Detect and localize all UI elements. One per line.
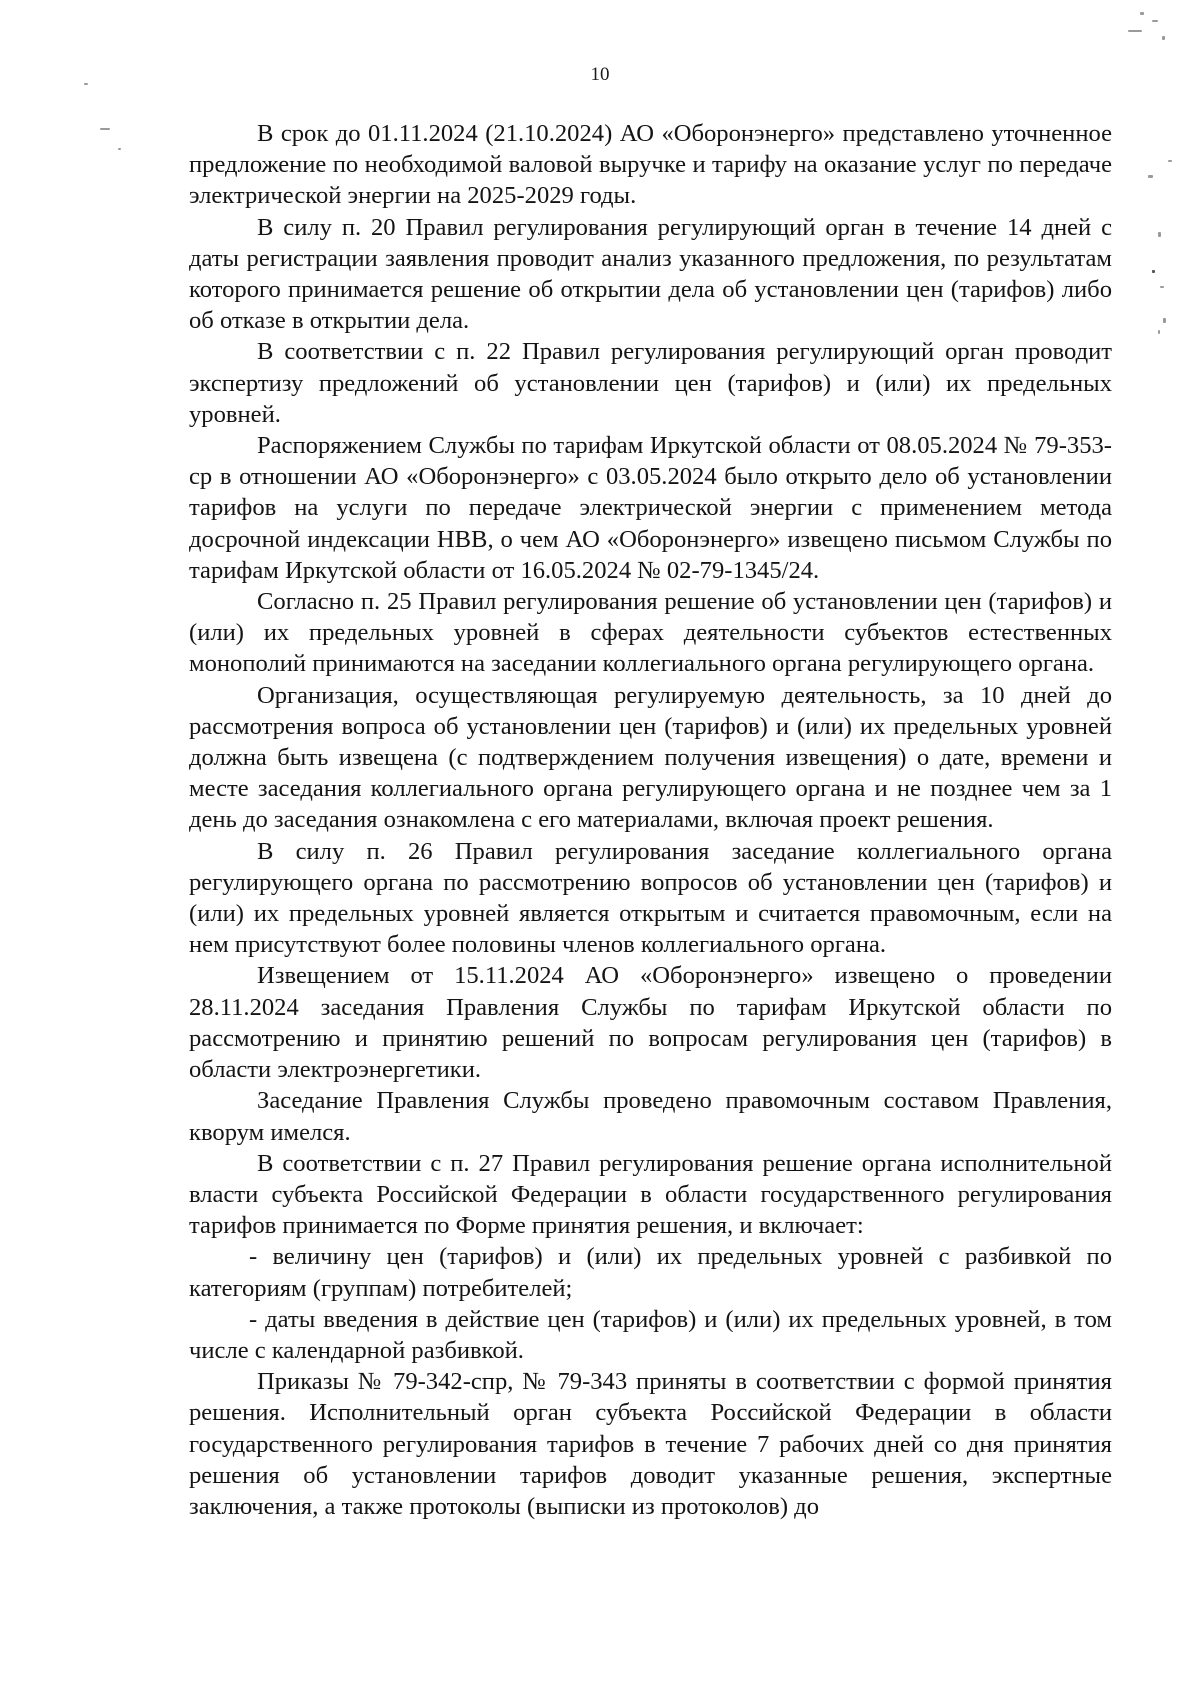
- paragraph: Организация, осуществляющая регулируемую деятельность, за 10 дней до рассмотрения вопроса об установлении цен (тарифов) и (или) их предельных уровней должна быть извещена (с подтверждением получения извещения) о дате, времени и месте заседания коллегиального органа регулирующего органа и не позднее чем за 1 день до заседания ознакомлена с его материалами, включая проект решения.: [189, 681, 1112, 834]
- paragraph: В срок до 01.11.2024 (21.10.2024) АО «Оборонэнерго» представлено уточненное предложение по необходимой валовой выручке и тарифу на оказание услуг по передаче электрической энергии на 2025-2029 годы.: [189, 120, 1112, 210]
- scan-speck: [1128, 30, 1142, 32]
- closing-paragraph: Приказы № 79-342-спр, № 79-343 приняты в соответствии с формой принятия решения. Исполнительный орган субъекта Российской Федерации в области государственного регулирования тарифов в течение 7 рабочих дней со дня принятия решения об установлении тарифов доводит указанные решения, экспертные заключения, а также протоколы (выписки из протоколов) до: [189, 1368, 1112, 1520]
- paragraph: В соответствии с п. 22 Правил регулирования регулирующий орган проводит экспертизу предложений об установлении цен (тарифов) и (или) их предельных уровней.: [189, 338, 1112, 428]
- scan-speck: [1168, 160, 1172, 162]
- scan-speck: [1163, 318, 1166, 323]
- paragraph: Заседание Правления Службы проведено правомочным составом Правления, кворум имелся.: [189, 1087, 1112, 1146]
- list-item: - величину цен (тарифов) и (или) их предельных уровней с разбивкой по категориям (группам) потребителей;: [189, 1243, 1112, 1302]
- page-number: 10: [590, 64, 610, 85]
- list-item: - даты введения в действие цен (тарифов) и (или) их предельных уровней, в том числе с календарной разбивкой.: [189, 1305, 1112, 1364]
- scan-speck: [1152, 270, 1155, 273]
- scan-speck: [1162, 36, 1165, 40]
- scan-speck: [1148, 175, 1153, 178]
- scan-speck: [1158, 232, 1161, 237]
- scan-speck: [1152, 20, 1158, 22]
- scan-speck: [100, 128, 110, 130]
- scan-speck: [118, 148, 121, 150]
- paragraph: В силу п. 26 Правил регулирования заседание коллегиального органа регулирующего органа по рассмотрению вопросов об установлении цен (тарифов) и (или) их предельных уровней является открытым и считается правомочным, если на нем присутствуют более половины членов коллегиального органа.: [189, 837, 1112, 959]
- scan-speck: [1160, 286, 1164, 288]
- paragraph: В силу п. 20 Правил регулирования регулирующий орган в течение 14 дней с даты регистрации заявления проводит анализ указанного предложения, по результатам которого принимается решение об открытии дела об установлении цен (тарифов) либо об отказе в открытии дела.: [189, 213, 1112, 335]
- document-body: [189, 118, 1112, 1522]
- paragraph: Распоряжением Службы по тарифам Иркутской области от 08.05.2024 № 79-353-ср в отношении АО «Оборонэнерго» с 03.05.2024 было открыто дело об установлении тарифов на услуги по передаче электрической энергии с применением метода досрочной индексации НВВ, о чем АО «Оборонэнерго» извещено письмом Службы по тарифам Иркутской области от 16.05.2024 № 02-79-1345/24.: [189, 432, 1112, 584]
- scan-speck: [1158, 330, 1160, 334]
- paragraph: Извещением от 15.11.2024 АО «Оборонэнерго» извещено о проведении 28.11.2024 заседания Правления Службы по тарифам Иркутской области по рассмотрению и принятию решений по вопросам регулирования цен (тарифов) в области электроэнергетики.: [189, 962, 1112, 1084]
- scan-speck: [1140, 12, 1144, 15]
- paragraph: Согласно п. 25 Правил регулирования решение об установлении цен (тарифов) и (или) их предельных уровней в сферах деятельности субъектов естественных монополий принимаются на заседании коллегиального органа регулирующего органа.: [189, 588, 1112, 678]
- paragraph: В соответствии с п. 27 Правил регулирования решение органа исполнительной власти субъекта Российской Федерации в области государственного регулирования тарифов принимается по Форме принятия решения, и включает:: [189, 1149, 1112, 1240]
